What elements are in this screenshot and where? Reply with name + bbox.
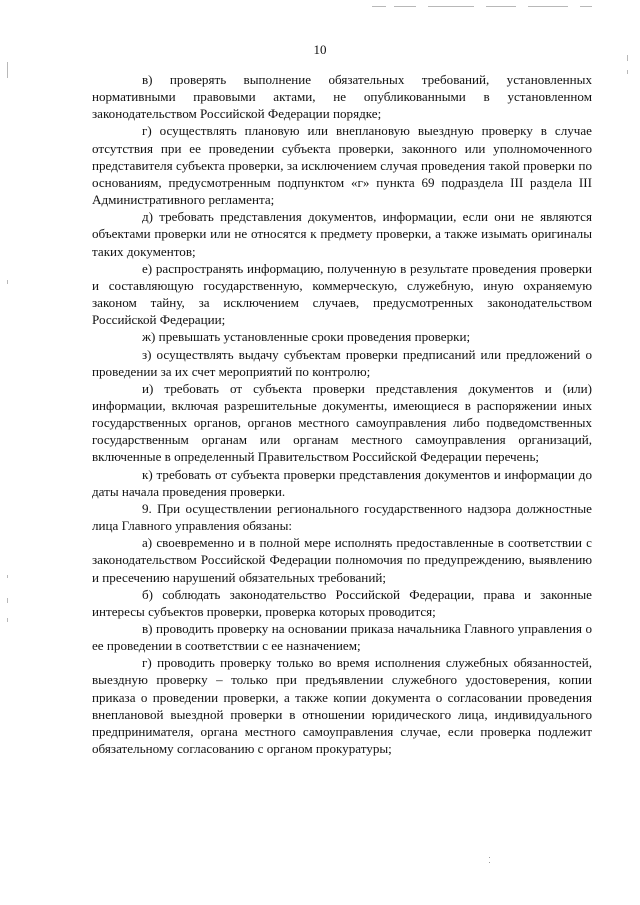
scan-artifact (7, 575, 8, 578)
paragraph-a: а) своевременно и в полной мере исполнять предоставленные в соответствии с законодательством Российской Федерации полномочия по предупреждению, выявлению и пресечению нарушений обязательных требований; (92, 535, 592, 585)
scan-artifact (7, 62, 8, 78)
scan-artifact (7, 280, 8, 284)
scan-artifact (428, 6, 474, 7)
document-body (92, 71, 592, 757)
paragraph-z: з) осуществлять выдачу субъектам проверки предписаний или предложений о проведении за их счет мероприятий по контролю; (92, 346, 592, 379)
scan-artifact (394, 6, 416, 7)
scan-artifact (489, 862, 490, 863)
paragraph-g: г) осуществлять плановую или внеплановую выездную проверку в случае отсутствия при ее проведении субъекта проверки, законного или уполномоченного представителя субъекта проверки, за исключением случая проведения такой проверки по основаниям, предусмотренным подпунктом «г» пункта 69 подраздела III раздела III Административного регламента; (92, 123, 592, 208)
scan-artifact (372, 6, 386, 7)
paragraph-i: и) требовать от субъекта проверки представления документов и (или) информации, включая разрешительные документы, имеющиеся в распоряжении иных государственных органов, органов местного самоуправления либо подведомственных государственным органам или органам местного самоуправления организаций, включенные в определенный Правительством Российской Федерации перечень; (92, 380, 592, 465)
page-number: 10 (313, 42, 327, 57)
scan-artifact (7, 618, 8, 622)
scan-artifact (7, 598, 8, 603)
paragraph-k: к) требовать от субъекта проверки представления документов и информации до даты начала проведения проверки. (92, 466, 592, 499)
scan-artifact (489, 857, 490, 858)
paragraph-v: в) проверять выполнение обязательных требований, установленных нормативными правовыми актами, не опубликованными в установленном законодательством Российской Федерации порядке; (92, 72, 592, 122)
paragraph-d: д) требовать представления документов, информации, если они не являются объектами проверки или не относятся к предмету проверки, а также изымать оригиналы таких документов; (92, 209, 592, 259)
paragraph-zh: ж) превышать установленные сроки проведения проверки; (142, 329, 471, 345)
paragraph-b: б) соблюдать законодательство Российской Федерации, права и законные интересы субъектов проверки, проверка которых проводится; (92, 586, 592, 619)
paragraph-g-2: г) проводить проверку только во время исполнения служебных обязанностей, выездную проверку – только при предъявлении служебного удостоверения, копии приказа о проведении проверки, а также копии документа о согласовании проведения внеплановой выездной проверки в отношении юридического лица, индивидуального предпринимателя, органа местного самоуправления случае, если проверка подлежит обязательному согласованию с органом прокуратуры; (92, 655, 592, 757)
scan-artifact (627, 70, 628, 74)
scan-artifact (580, 6, 592, 7)
paragraph-v-2: в) проводить проверку на основании приказа начальника Главного управления о ее проведении в соответствии с ее назначением; (92, 621, 592, 654)
scan-artifact (528, 6, 568, 7)
scan-artifact (486, 6, 516, 7)
paragraph-section-9: 9. При осуществлении регионального государственного надзора должностные лица Главного управления обязаны: (92, 500, 592, 534)
paragraph-e: е) распространять информацию, полученную в результате проведения проверки и составляющую государственную, коммерческую, служебную, иную охраняемую законом тайну, за исключением случаев, предусмотренных законодательством Российской Федерации; (92, 260, 592, 328)
